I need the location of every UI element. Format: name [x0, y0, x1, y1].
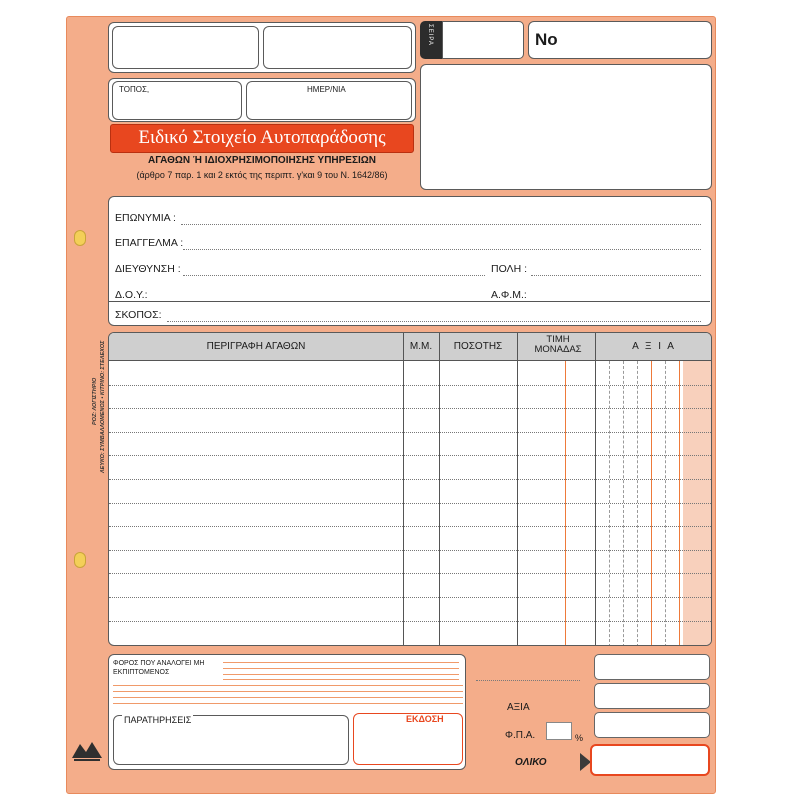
value-label: ΑΞΙΑ	[507, 702, 530, 713]
issuer-field-left[interactable]	[112, 26, 259, 69]
table-row[interactable]	[109, 550, 712, 551]
table-row[interactable]	[109, 573, 712, 574]
vat-label: Φ.Π.Α.	[505, 730, 536, 741]
table-row[interactable]	[109, 503, 712, 504]
grand-total-cell[interactable]	[590, 744, 710, 776]
table-row[interactable]	[109, 455, 712, 456]
tax-office-label: Δ.Ο.Υ.:	[115, 289, 148, 301]
address-line[interactable]	[183, 275, 485, 276]
tax-note: ΦΟΡΟΣ ΠΟΥ ΑΝΑΛΟΓΕΙ ΜΗ ΕΚΠΙΠΤΟΜΕΝΟΣ	[113, 660, 205, 677]
items-table	[108, 332, 712, 646]
place-label: ΤΟΠΟΣ,	[119, 85, 150, 94]
col-header-unit: Μ.Μ.	[409, 341, 433, 352]
col-line	[439, 333, 440, 646]
vat-number-label: Α.Φ.Μ.:	[491, 289, 527, 301]
col-header-quantity: ΠΟΣΟΤΗΣ	[453, 341, 503, 352]
profession-label: ΕΠΑΓΓΕΛΜΑ :	[115, 237, 184, 249]
table-row[interactable]	[109, 408, 712, 409]
table-row[interactable]	[109, 385, 712, 386]
series-field[interactable]	[442, 21, 524, 59]
totals-note-line	[476, 680, 580, 681]
col-header-description: ΠΕΡΙΓΡΑΦΗ ΑΓΑΘΩΝ	[206, 341, 306, 352]
col-header-unit-price: ΤΙΜΗ ΜΟΝΑΔΑΣ	[534, 334, 582, 355]
name-label: ΕΠΩΝΥΜΙΑ :	[115, 212, 176, 224]
table-row[interactable]	[109, 621, 712, 622]
table-row[interactable]	[109, 432, 712, 433]
address-label: ΔΙΕΥΘΥΝΣΗ :	[115, 263, 181, 275]
purpose-line[interactable]	[167, 321, 701, 322]
date-label: ΗΜΕΡ/ΝΙΑ	[307, 85, 346, 94]
issue-label: ΕΚΔΟΣΗ	[406, 714, 444, 724]
purpose-divider	[109, 301, 710, 302]
table-row[interactable]	[109, 597, 712, 598]
form-subtitle: ΑΓΑΘΩΝ Ή ΙΔΙΟΧΡΗΣΙΜΟΠΟΙΗΣΗΣ ΥΠΗΡΕΣΙΩΝ	[148, 155, 376, 166]
binder-hole-top	[74, 230, 86, 246]
tax-note-line	[113, 691, 463, 692]
col-line	[595, 333, 596, 646]
remarks-label: ΠΑΡΑΤΗΡΗΣΕΙΣ	[124, 715, 192, 725]
footer-left-box	[108, 654, 466, 770]
profession-line[interactable]	[183, 249, 701, 250]
vat-percent-field[interactable]	[546, 722, 572, 740]
table-row[interactable]	[109, 526, 712, 527]
copy-note-1: ΡΟΖ: ΛΟΓΙΣΤΗΡΙΟ	[92, 377, 98, 425]
col-header-value: Α Ξ Ι Α	[632, 341, 676, 352]
issuer-field-right[interactable]	[263, 26, 412, 69]
place-field[interactable]	[112, 81, 242, 120]
remarks-field[interactable]	[113, 715, 349, 765]
form-title: Ειδικό Στοιχείο Αυτοπαράδοσης	[138, 127, 386, 148]
city-label: ΠΟΛΗ :	[491, 263, 527, 275]
printer-logo-icon	[70, 738, 104, 764]
copy-note-2: ΛΕΥΚΟ: ΣΥΜΒΑΛΛΟΜΕΝΟΣ • ΚΙΤΡΙΝΟ: ΣΤΕΛΕΧΟΣ	[100, 340, 106, 473]
tax-note-lines[interactable]	[223, 662, 459, 680]
vat-total-cell[interactable]	[594, 712, 710, 738]
total-label: ΟΛΙΚΟ	[515, 757, 547, 768]
city-line[interactable]	[531, 275, 701, 276]
customer-section	[108, 196, 712, 326]
tax-note-line	[223, 668, 459, 669]
series-tab	[420, 21, 442, 59]
tax-note-line	[113, 703, 463, 704]
percent-sign: %	[575, 733, 584, 743]
value-total-cell[interactable]	[594, 683, 710, 709]
series-label: ΣΕΙΡΑ	[427, 24, 433, 46]
col-line	[403, 333, 404, 646]
name-line[interactable]	[181, 224, 701, 225]
purpose-label: ΣΚΟΠΟΣ:	[115, 309, 162, 321]
col-line	[517, 333, 518, 646]
number-label: No	[535, 30, 558, 49]
table-row[interactable]	[109, 479, 712, 480]
totals-cell-1[interactable]	[594, 654, 710, 680]
issue-field[interactable]	[353, 713, 463, 765]
number-field[interactable]	[528, 21, 712, 59]
tax-note-line	[223, 674, 459, 675]
law-note: (άρθρο 7 παρ. 1 και 2 εκτός της περιπτ. γ'και 9 του Ν. 1642/86)	[136, 170, 388, 180]
binder-hole-bottom	[74, 552, 86, 568]
stamp-area[interactable]	[420, 64, 712, 190]
tax-note-line	[113, 685, 463, 686]
title-banner	[110, 124, 414, 153]
tax-note-line	[113, 697, 463, 698]
date-field[interactable]	[246, 81, 412, 120]
